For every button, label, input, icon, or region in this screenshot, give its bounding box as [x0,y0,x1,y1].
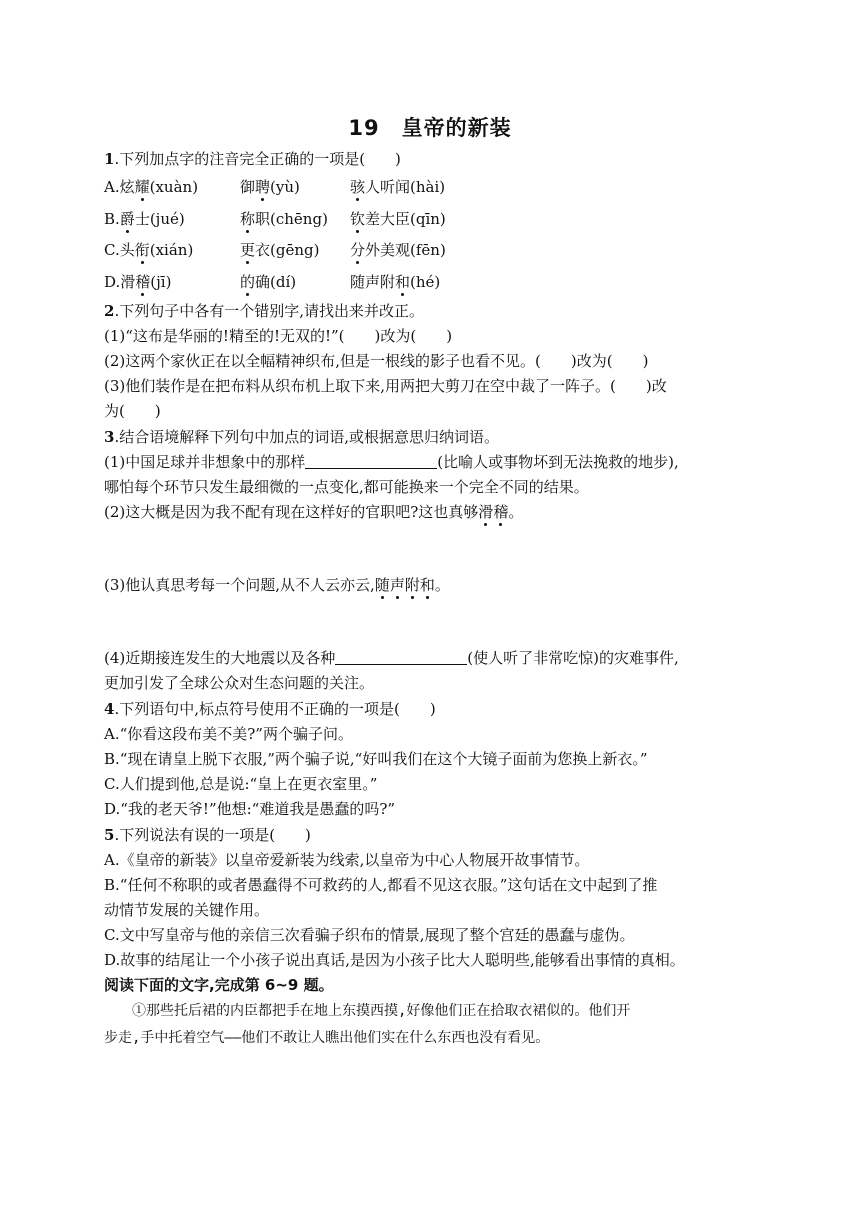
sentence-item [104,450,754,475]
option-item: D.滑稽(jī) [104,272,172,291]
option-b: B.“现在请皇上脱下衣服,”两个骗子说,“好叫我们在这个大镜子面前为您换上新衣。” [104,750,648,768]
sentence-text: (4)近期接连发生的大地震以及各种 [104,649,336,667]
question-2-stem [104,299,754,324]
option-row-b [104,204,754,236]
sentence-text: (比喻人或事物坏到无法挽救的地步), [437,453,679,471]
option-row-a [104,172,754,204]
sentence-item: (2)这两个家伙正在以全幅精神织布,但是一根线的影子也看不见。( )改为( ) [104,352,649,370]
question-number: 5 [104,826,115,844]
passage-paragraph-continued: 步走,手中托着空气——他们不敢让人瞧出他们实在什么东西也没有看见。 [104,1030,550,1046]
option-item: 随声附和(hé) [350,272,441,291]
option-item: 的确(dí) [240,272,297,291]
sentence-item-continued: 更加引发了全球公众对生态问题的关注。 [104,674,375,692]
question-number: 1 [104,150,115,168]
worksheet-content [104,146,754,1052]
sentence-text: (2)这大概是因为我不配有现在这样好的官职吧?这也真够 [104,503,479,521]
option-item: 骇人听闻(hài) [350,178,446,197]
option-row-c [104,235,754,267]
option-d: D.故事的结尾让一个小孩子说出真话,是因为小孩子比大人聪明些,能够看出事情的真相。 [104,951,685,969]
question-text: .下列语句中,标点符号使用不正确的一项是( ) [114,700,436,718]
reading-heading: 阅读下面的文字,完成第 6~9 题。 [104,976,334,994]
question-text: .结合语境解释下列句中加点的词语,或根据意思归纳词语。 [114,428,499,446]
option-item: 御聘(yù) [240,178,300,197]
sentence-item-continued: 哪怕每个环节只发生最细微的一点变化,都可能换来一个完全不同的结果。 [104,478,589,496]
option-item: 钦差大臣(qīn) [350,209,446,228]
answer-space[interactable] [104,598,754,646]
question-4-stem [104,697,754,722]
question-number: 2 [104,302,115,320]
sentence-text: (1)中国足球并非想象中的那样 [104,453,306,471]
sentence-text: (使人听了非常吃惊)的灾难事件, [467,649,679,667]
option-d: D.“我的老天爷!”他想:“难道我是愚蠢的吗?” [104,800,396,818]
option-b: B.“任何不称职的或者愚蠢得不可救药的人,都看不见这衣服。”这句话在文中起到了推 [104,876,658,894]
question-text: .下列句子中各有一个错别字,请找出来并改正。 [114,302,424,320]
sentence-item [104,500,754,525]
option-a: A.“你看这段布美不美?”两个骗子问。 [104,725,353,743]
sentence-item-continued: 为( ) [104,402,161,420]
option-item: B.爵士(jué) [104,209,185,228]
answer-space[interactable] [104,525,754,573]
question-5-stem [104,823,754,848]
sentence-text: 。 [508,503,524,521]
option-item: 分外美观(fēn) [350,241,446,260]
option-c: C.文中写皇帝与他的亲信三次看骗子织布的情景,展现了整个宫廷的愚蠢与虚伪。 [104,926,635,944]
passage-paragraph: ①那些托后裙的内臣都把手在地上东摸西摸,好像他们正在拾取衣裙似的。他们开 [132,1003,631,1019]
question-number: 4 [104,700,115,718]
question-1-stem [104,147,754,172]
option-b-continued: 动情节发展的关键作用。 [104,901,270,919]
sentence-item [104,573,754,598]
option-item: 更衣(gēng) [240,241,320,260]
question-number: 3 [104,428,115,446]
option-a: A.《皇帝的新装》以皇帝爱新装为线索,以皇帝为中心人物展开故事情节。 [104,851,590,869]
answer-blank[interactable] [305,450,437,469]
sentence-item: (3)他们装作是在把布料从织布机上取下来,用两把大剪刀在空中裁了一阵子。( )改 [104,377,667,395]
sentence-item: (1)“这布是华丽的!精至的!无双的!”( )改为( ) [104,327,453,345]
option-item: A.炫耀(xuàn) [104,178,199,197]
page-title: 19 皇帝的新装 [348,116,512,140]
question-text: .下列加点字的注音完全正确的一项是( ) [114,150,401,168]
option-row-d [104,267,754,299]
option-c: C.人们提到他,总是说:“皇上在更衣室里。” [104,775,378,793]
dotted-word: 滑稽 [478,503,509,521]
question-3-stem [104,425,754,450]
answer-blank[interactable] [335,646,467,665]
question-text: .下列说法有误的一项是( ) [114,826,311,844]
sentence-item [104,646,754,671]
sentence-text: (3)他认真思考每一个问题,从不人云亦云, [104,576,375,594]
dotted-word: 随声附和 [374,576,435,594]
sentence-text: 。 [434,576,450,594]
option-item: 称职(chēng) [240,209,328,228]
option-item: C.头衔(xián) [104,241,194,260]
